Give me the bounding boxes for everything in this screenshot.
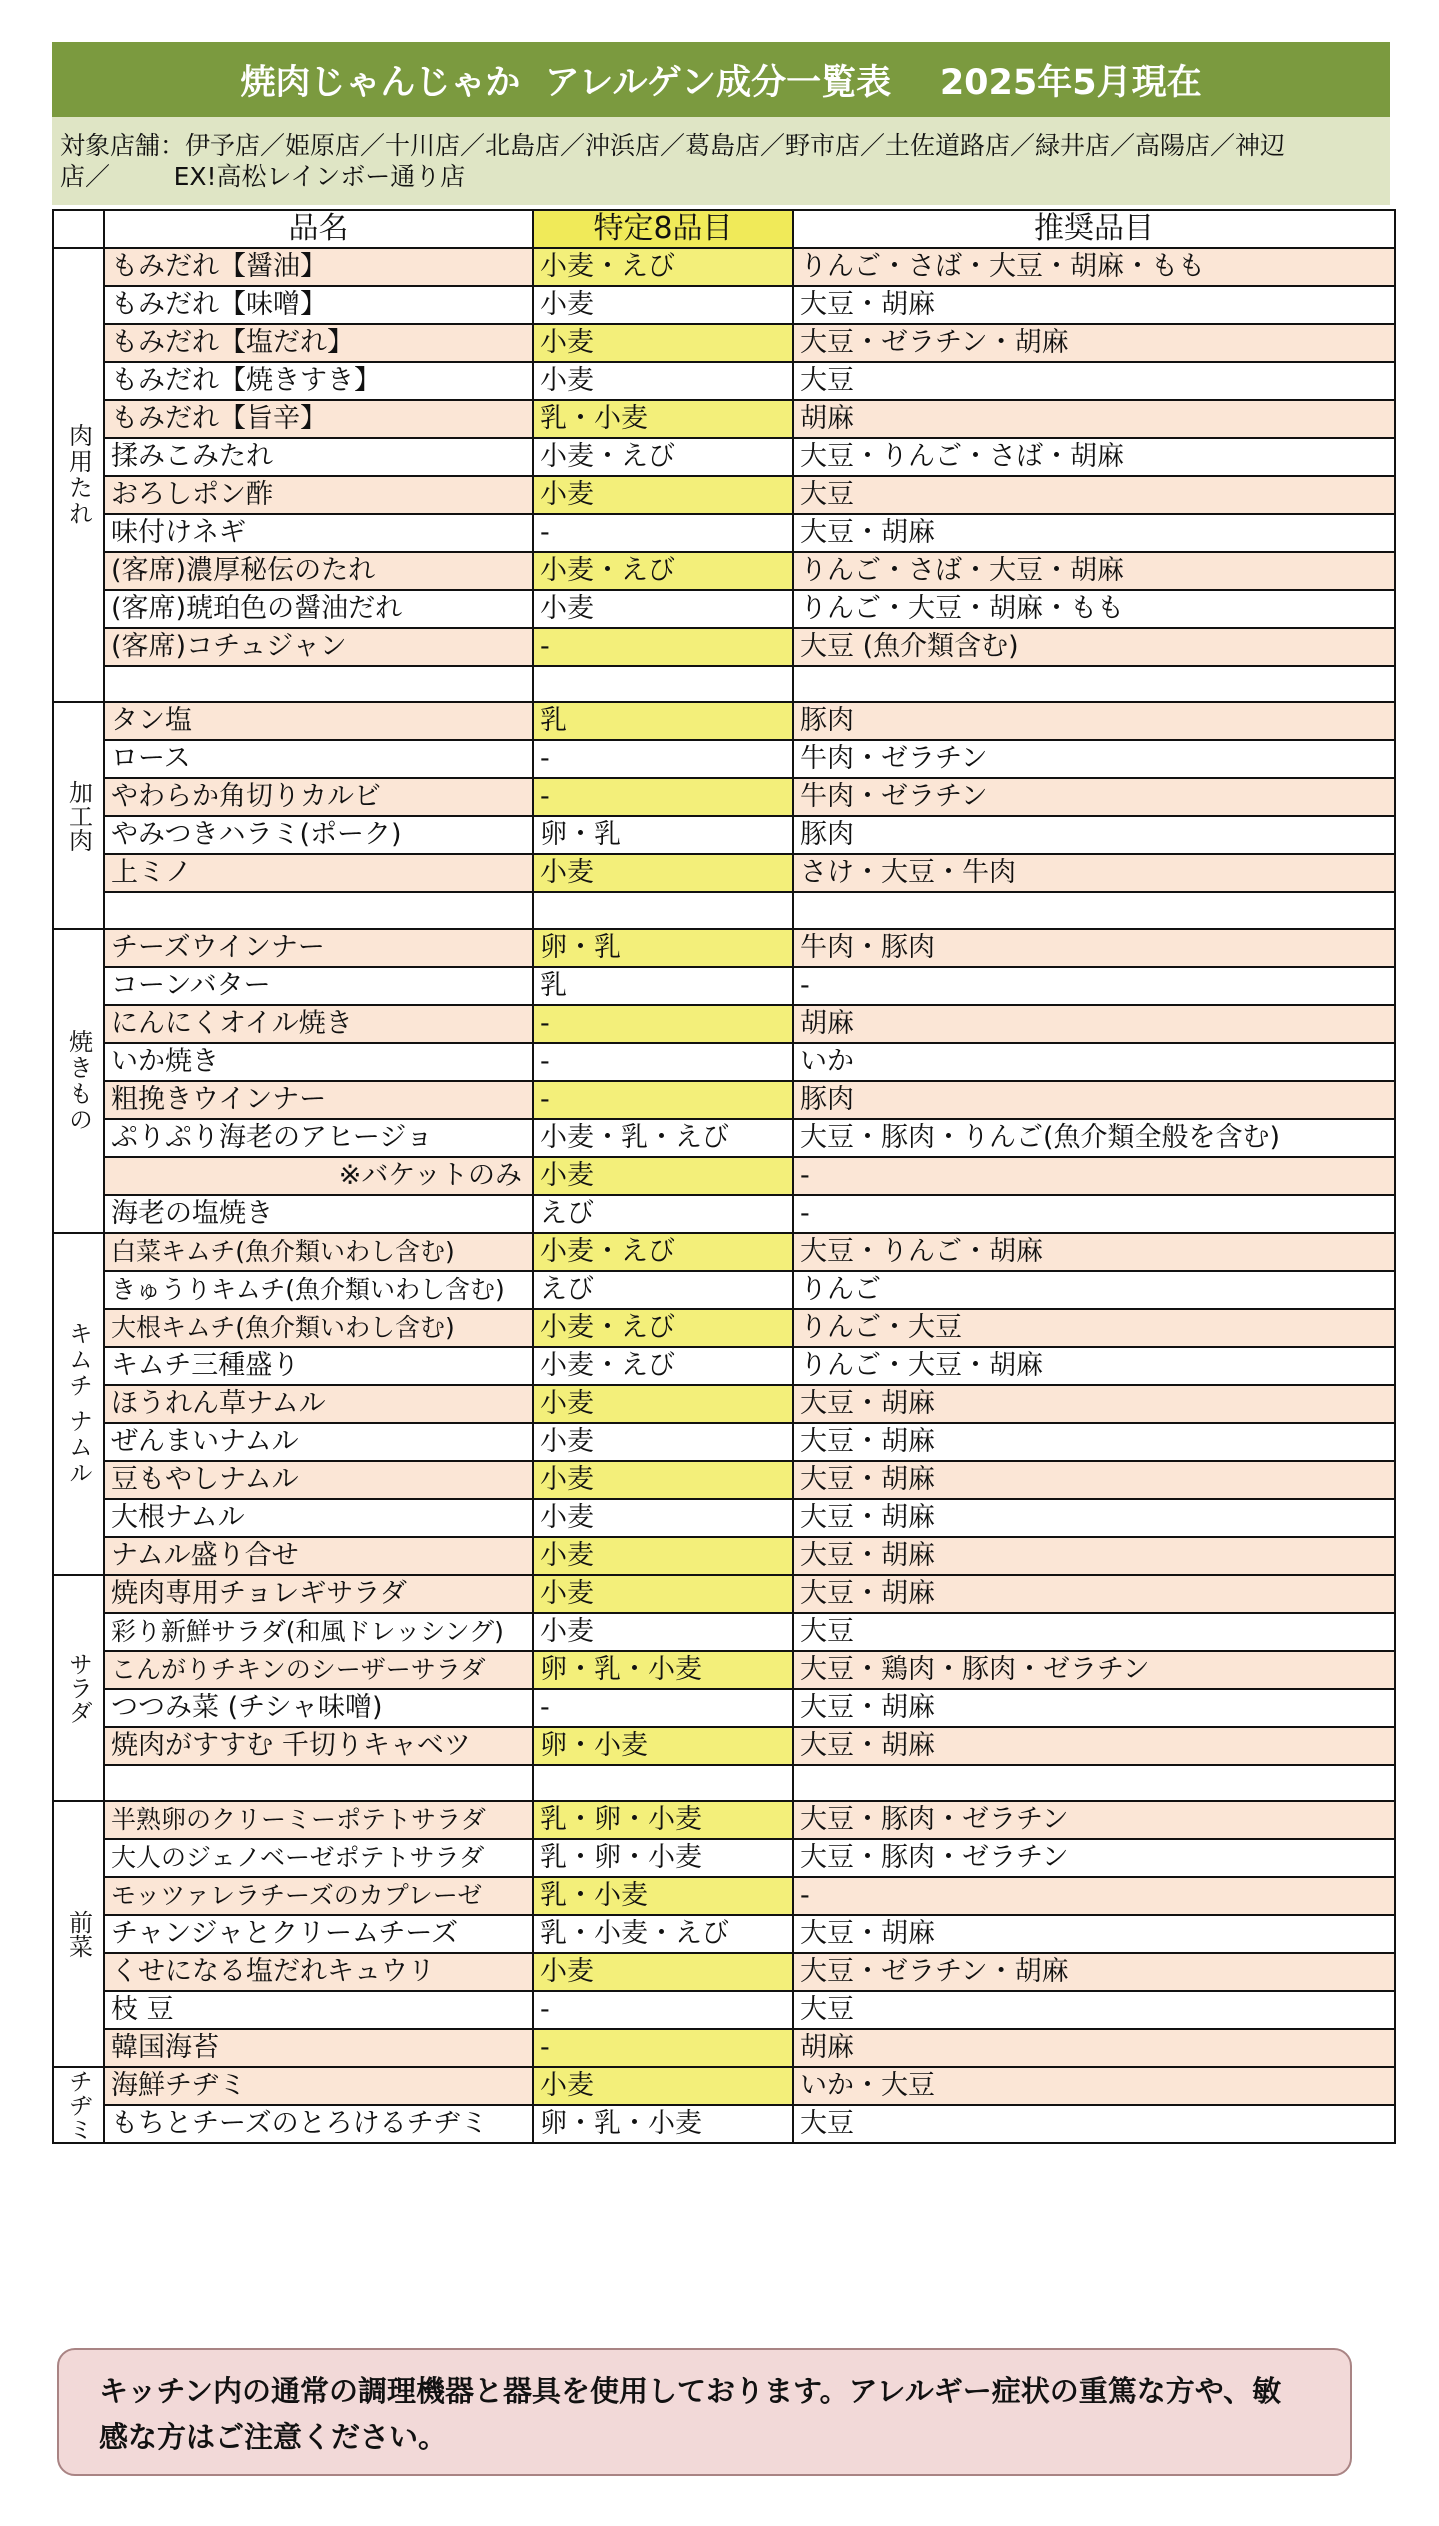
item-name: 半熟卵のクリーミーポテトサラダ [104,1801,533,1839]
recommended-value: - [793,1877,1395,1915]
item-name: もみだれ【焼きすき】 [104,362,533,400]
table-row [53,1953,1395,1991]
item-name: こんがりチキンのシーザーサラダ [104,1651,533,1689]
allergen8-value: 卵・乳・小麦 [533,2105,793,2143]
recommended-value: 大豆 [793,362,1395,400]
recommended-value: 大豆 [793,476,1395,514]
table-header-row [53,210,1395,248]
item-name: いか焼き [104,1043,533,1081]
table-row [53,438,1395,476]
table-row [53,929,1395,967]
item-name: もみだれ【味噌】 [104,286,533,324]
allergen8-value: 小麦 [533,324,793,362]
allergen8-value: えび [533,1195,793,1233]
category-label: サラダ [53,1575,104,1801]
table-row [53,1575,1395,1613]
category-label: 焼きもの [53,929,104,1233]
item-name: (客席)濃厚秘伝のたれ [104,552,533,590]
table-row [53,2029,1395,2067]
recommended-value: 大豆・豚肉・ゼラチン [793,1839,1395,1877]
allergen8-value: 小麦 [533,1953,793,1991]
recommended-value: 牛肉・ゼラチン [793,778,1395,816]
item-name: もみだれ【塩だれ】 [104,324,533,362]
recommended-value: 大豆 [793,1991,1395,2029]
table-row [53,1915,1395,1953]
item-name: チャンジャとクリームチーズ [104,1915,533,1953]
table-row [53,1081,1395,1119]
table-row [53,476,1395,514]
allergen-table [52,209,1396,2144]
item-name: 上ミノ [104,854,533,892]
recommended-value: 大豆・胡麻 [793,1461,1395,1499]
table-row [53,1119,1395,1157]
allergen8-value: - [533,740,793,778]
allergen8-header: 特定8品目 [533,210,793,248]
recommended-header: 推奨品目 [793,210,1395,248]
recommended-value: 大豆・胡麻 [793,1575,1395,1613]
allergen8-value: 小麦 [533,2067,793,2105]
recommended-value: 大豆・胡麻 [793,514,1395,552]
recommended-value [793,892,1395,928]
category-label: 加工肉 [53,702,104,928]
recommended-value: 大豆・胡麻 [793,1915,1395,1953]
table-row [53,816,1395,854]
table-row [53,1991,1395,2029]
item-name: にんにくオイル焼き [104,1005,533,1043]
allergen8-value: 小麦 [533,1575,793,1613]
table-row [53,1613,1395,1651]
recommended-value: 大豆・りんご・胡麻 [793,1233,1395,1271]
allergen8-value: 乳 [533,967,793,1005]
allergen8-value: 小麦 [533,1537,793,1575]
table-row [53,1195,1395,1233]
allergen8-value: 小麦 [533,1157,793,1195]
item-name [104,892,533,928]
allergen8-value: - [533,1991,793,2029]
item-name: 韓国海苔 [104,2029,533,2067]
item-name: きゅうりキムチ(魚介類いわし含む) [104,1271,533,1309]
table-body [53,248,1395,2143]
table-row [53,1499,1395,1537]
item-name: 焼肉がすすむ 千切りキャベツ [104,1727,533,1765]
item-name: チーズウインナー [104,929,533,967]
item-name: 枝 豆 [104,1991,533,2029]
item-name: (客席)琥珀色の醤油だれ [104,590,533,628]
allergen8-value: - [533,628,793,666]
recommended-value [793,1765,1395,1801]
table-row [53,400,1395,438]
item-name: 海老の塩焼き [104,1195,533,1233]
recommended-value: 大豆 [793,1613,1395,1651]
table-row [53,1765,1395,1801]
recommended-value: 大豆 (魚介類含む) [793,628,1395,666]
table-row [53,1005,1395,1043]
table-row [53,1461,1395,1499]
table-row [53,1157,1395,1195]
item-name: コーンバター [104,967,533,1005]
table-row [53,1385,1395,1423]
recommended-value: - [793,967,1395,1005]
recommended-value: りんご・大豆・胡麻・もも [793,590,1395,628]
allergen8-value: - [533,1689,793,1727]
allergen8-value: 卵・乳 [533,816,793,854]
recommended-value: 大豆・りんご・さば・胡麻 [793,438,1395,476]
allergen8-value: 小麦・えび [533,438,793,476]
recommended-value: 大豆・胡麻 [793,1385,1395,1423]
table-row [53,666,1395,702]
recommended-value: 豚肉 [793,1081,1395,1119]
allergen8-value: - [533,1081,793,1119]
caution-note: キッチン内の通常の調理機器と器具を使用しております。アレルギー症状の重篤な方や、敏感な方はご注意ください。 [57,2348,1352,2476]
recommended-value: 牛肉・豚肉 [793,929,1395,967]
item-name: 海鮮チヂミ [104,2067,533,2105]
recommended-value: 大豆・胡麻 [793,1689,1395,1727]
allergen8-value: 小麦 [533,476,793,514]
table-row [53,1727,1395,1765]
item-name: ほうれん草ナムル [104,1385,533,1423]
allergen8-value: 小麦 [533,1613,793,1651]
allergen8-value: 乳 [533,702,793,740]
item-name: 味付けネギ [104,514,533,552]
recommended-value: 大豆・鶏肉・豚肉・ゼラチン [793,1651,1395,1689]
item-name: ぜんまいナムル [104,1423,533,1461]
allergen8-value: 乳・小麦 [533,1877,793,1915]
item-name: 大根ナムル [104,1499,533,1537]
allergen8-value: 乳・卵・小麦 [533,1801,793,1839]
recommended-value: りんご・さば・大豆・胡麻 [793,552,1395,590]
table-row [53,1309,1395,1347]
recommended-value: - [793,1157,1395,1195]
table-row [53,248,1395,286]
allergen8-value [533,1765,793,1801]
item-name: ぷりぷり海老のアヒージョ [104,1119,533,1157]
category-header [53,210,104,248]
allergen8-value: 乳・小麦・えび [533,1915,793,1953]
allergen8-value: 小麦 [533,1423,793,1461]
recommended-value: りんご・さば・大豆・胡麻・もも [793,248,1395,286]
page-title: 焼肉じゃんじゃか アレルゲン成分一覧表 2025年5月現在 [52,42,1390,117]
table-row [53,740,1395,778]
allergen8-value: - [533,1005,793,1043]
recommended-value: - [793,1195,1395,1233]
item-name: 揉みこみたれ [104,438,533,476]
allergen8-value: えび [533,1271,793,1309]
recommended-value: 大豆・ゼラチン・胡麻 [793,324,1395,362]
item-name: もちとチーズのとろけるチヂミ [104,2105,533,2143]
recommended-value: 大豆・胡麻 [793,1423,1395,1461]
recommended-value: 大豆・胡麻 [793,1727,1395,1765]
recommended-value: 豚肉 [793,816,1395,854]
table-row [53,552,1395,590]
recommended-value: 大豆 [793,2105,1395,2143]
allergen8-value: 小麦 [533,1461,793,1499]
recommended-value: 胡麻 [793,1005,1395,1043]
table-row [53,2067,1395,2105]
recommended-value: いか・大豆 [793,2067,1395,2105]
recommended-value: りんご [793,1271,1395,1309]
table-row [53,286,1395,324]
stores-line-2: 店／ EX!高松レインボー通り店 [60,162,466,191]
recommended-value: 大豆・ゼラチン・胡麻 [793,1953,1395,1991]
table-row [53,1877,1395,1915]
recommended-value: 胡麻 [793,2029,1395,2067]
item-name: もみだれ【旨辛】 [104,400,533,438]
table-row [53,1537,1395,1575]
table-row [53,1839,1395,1877]
category-label: チヂミ [53,2067,104,2143]
item-name: 粗挽きウインナー [104,1081,533,1119]
table-row [53,1689,1395,1727]
table-row [53,967,1395,1005]
table-row [53,892,1395,928]
allergen8-value: 乳・卵・小麦 [533,1839,793,1877]
item-name: 彩り新鮮サラダ(和風ドレッシング) [104,1613,533,1651]
category-label: 肉用たれ [53,248,104,702]
allergen8-value: 小麦 [533,286,793,324]
recommended-value: 牛肉・ゼラチン [793,740,1395,778]
allergen8-value: 小麦 [533,854,793,892]
item-name: おろしポン酢 [104,476,533,514]
allergen8-value: 小麦 [533,1385,793,1423]
allergen8-value: 小麦・乳・えび [533,1119,793,1157]
item-name: 豆もやしナムル [104,1461,533,1499]
recommended-value: 大豆・胡麻 [793,1537,1395,1575]
allergen8-value: 小麦・えび [533,1347,793,1385]
item-name: やわらか角切りカルビ [104,778,533,816]
recommended-value: 大豆・胡麻 [793,1499,1395,1537]
table-row [53,1801,1395,1839]
item-name [104,666,533,702]
table-row [53,1271,1395,1309]
table-row [53,778,1395,816]
recommended-value: さけ・大豆・牛肉 [793,854,1395,892]
table-row [53,1043,1395,1081]
allergen8-value: - [533,2029,793,2067]
allergen8-value: - [533,514,793,552]
table-row [53,702,1395,740]
item-name: 白菜キムチ(魚介類いわし含む) [104,1233,533,1271]
target-stores [52,117,1390,205]
allergen8-value: - [533,778,793,816]
allergen8-value: 小麦 [533,362,793,400]
item-name [104,1765,533,1801]
recommended-value: いか [793,1043,1395,1081]
table-row [53,628,1395,666]
item-name: モッツァレラチーズのカプレーゼ [104,1877,533,1915]
item-name: やみつきハラミ(ポーク) [104,816,533,854]
table-row [53,1423,1395,1461]
allergen8-value: 小麦・えび [533,1309,793,1347]
item-name: ロース [104,740,533,778]
item-name: ※バケットのみ [104,1157,533,1195]
allergen8-value: 小麦 [533,590,793,628]
table-row [53,514,1395,552]
item-name: くせになる塩だれキュウリ [104,1953,533,1991]
item-name: キムチ三種盛り [104,1347,533,1385]
table-row [53,590,1395,628]
table-row [53,2105,1395,2143]
recommended-value [793,666,1395,702]
item-name: 大根キムチ(魚介類いわし含む) [104,1309,533,1347]
item-name: 焼肉専用チョレギサラダ [104,1575,533,1613]
category-label: 前菜 [53,1801,104,2067]
table-row [53,1651,1395,1689]
table-row [53,1233,1395,1271]
allergen8-value: 乳・小麦 [533,400,793,438]
recommended-value: 豚肉 [793,702,1395,740]
recommended-value: りんご・大豆 [793,1309,1395,1347]
item-name: (客席)コチュジャン [104,628,533,666]
item-name: つつみ菜 (チシャ味噌) [104,1689,533,1727]
name-header: 品名 [104,210,533,248]
item-name: 大人のジェノベーゼポテトサラダ [104,1839,533,1877]
allergen8-value [533,666,793,702]
recommended-value: 大豆・豚肉・ゼラチン [793,1801,1395,1839]
recommended-value: りんご・大豆・胡麻 [793,1347,1395,1385]
table-row [53,362,1395,400]
item-name: もみだれ【醤油】 [104,248,533,286]
allergen8-value [533,892,793,928]
allergen8-value: 小麦 [533,1499,793,1537]
item-name: タン塩 [104,702,533,740]
allergen8-value: 卵・乳・小麦 [533,1651,793,1689]
table-row [53,324,1395,362]
allergen8-value: - [533,1043,793,1081]
recommended-value: 大豆・豚肉・りんご(魚介類全般を含む) [793,1119,1395,1157]
recommended-value: 大豆・胡麻 [793,286,1395,324]
allergen8-value: 小麦・えび [533,248,793,286]
category-label: キムチ ナムル [53,1233,104,1575]
allergen8-value: 卵・乳 [533,929,793,967]
item-name: ナムル盛り合せ [104,1537,533,1575]
allergen8-value: 小麦・えび [533,1233,793,1271]
table-row [53,854,1395,892]
allergen8-value: 小麦・えび [533,552,793,590]
table-row [53,1347,1395,1385]
stores-line-1: 対象店舗：伊予店／姫原店／十川店／北島店／沖浜店／葛島店／野市店／土佐道路店／緑井店／高陽店／神辺 [60,131,1286,160]
allergen8-value: 卵・小麦 [533,1727,793,1765]
recommended-value: 胡麻 [793,400,1395,438]
